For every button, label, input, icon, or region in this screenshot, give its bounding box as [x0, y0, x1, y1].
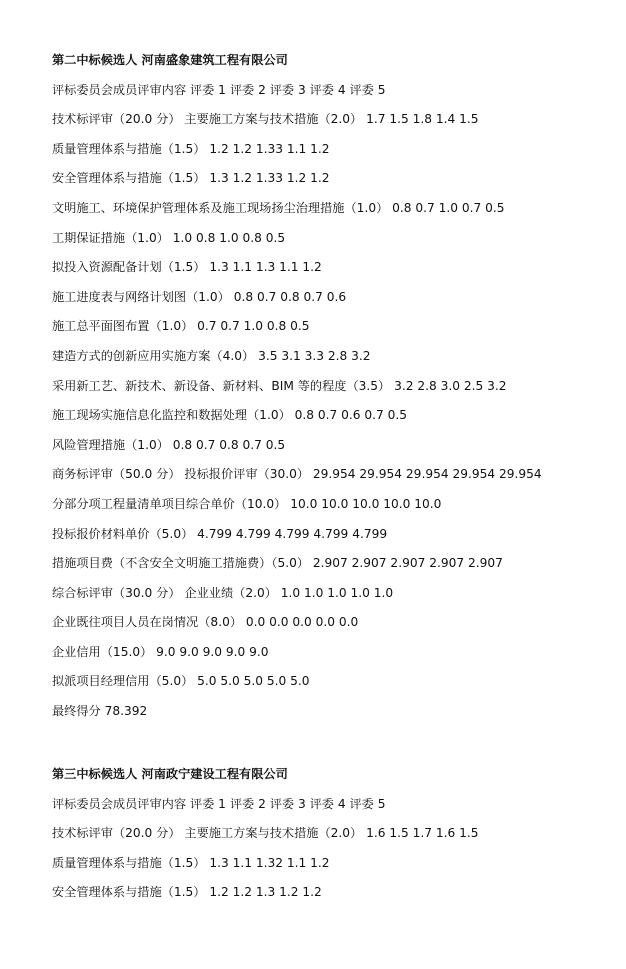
score-line: 施工总平面图布置（1.0） 0.7 0.7 1.0 0.8 0.5: [52, 319, 310, 334]
score-line: 质量管理体系与措施（1.5） 1.2 1.2 1.33 1.1 1.2: [52, 141, 330, 156]
score-line: 风险管理措施（1.0） 0.8 0.7 0.8 0.7 0.5: [52, 437, 286, 452]
score-line: 投标报价材料单价（5.0） 4.799 4.799 4.799 4.799 4.799: [52, 526, 388, 541]
candidate-section-third: [52, 760, 622, 908]
score-line: 技术标评审（20.0 分） 主要施工方案与技术措施（2.0） 1.7 1.5 1.8 1.4 1.5: [52, 112, 479, 127]
score-line: 采用新工艺、新技术、新设备、新材料、BIM 等的程度（3.5） 3.2 2.8 3.0 2.5 3.2: [52, 378, 507, 393]
score-line: 拟投入资源配备计划（1.5） 1.3 1.1 1.3 1.1 1.2: [52, 260, 322, 275]
final-score: 最终得分 78.392: [52, 704, 148, 719]
score-line: 质量管理体系与措施（1.5） 1.3 1.1 1.32 1.1 1.2: [52, 855, 330, 870]
score-line: 安全管理体系与措施（1.5） 1.3 1.2 1.33 1.2 1.2: [52, 171, 330, 186]
score-line: 工期保证措施（1.0） 1.0 0.8 1.0 0.8 0.5: [52, 230, 286, 245]
section-header: 第二中标候选人 河南盛象建筑工程有限公司: [52, 53, 288, 67]
score-line: 拟派项目经理信用（5.0） 5.0 5.0 5.0 5.0 5.0: [52, 674, 310, 689]
section-header: 第三中标候选人 河南政宁建设工程有限公司: [52, 767, 288, 781]
score-line: 分部分项工程量清单项目综合单价（10.0） 10.0 10.0 10.0 10.0 10.0: [52, 496, 442, 511]
score-line: 措施项目费（不含安全文明施工措施费）（5.0） 2.907 2.907 2.907 2.907 2.907: [52, 556, 503, 571]
score-line: 技术标评审（20.0 分） 主要施工方案与技术措施（2.0） 1.6 1.5 1.7 1.6 1.5: [52, 826, 479, 841]
score-line: 企业既往项目人员在岗情况（8.0） 0.0 0.0 0.0 0.0 0.0: [52, 615, 359, 630]
score-line: 建造方式的创新应用实施方案（4.0） 3.5 3.1 3.3 2.8 3.2: [52, 348, 371, 363]
score-line: 施工现场实施信息化监控和数据处理（1.0） 0.8 0.7 0.6 0.7 0.5: [52, 408, 408, 423]
score-line: 企业信用（15.0） 9.0 9.0 9.0 9.0 9.0: [52, 644, 269, 659]
eval-header-row: 评标委员会成员评审内容 评委 1 评委 2 评委 3 评委 4 评委 5: [52, 82, 386, 97]
score-line: 安全管理体系与措施（1.5） 1.2 1.2 1.3 1.2 1.2: [52, 885, 322, 900]
score-line: 商务标评审（50.0 分） 投标报价评审（30.0） 29.954 29.954 29.954 29.954 29.954: [52, 467, 542, 482]
score-line: 施工进度表与网络计划图（1.0） 0.8 0.7 0.8 0.7 0.6: [52, 289, 347, 304]
eval-header-row: 评标委员会成员评审内容 评委 1 评委 2 评委 3 评委 4 评委 5: [52, 796, 386, 811]
score-line: 综合标评审（30.0 分） 企业业绩（2.0） 1.0 1.0 1.0 1.0 1.0: [52, 585, 394, 600]
candidate-section-second: [52, 46, 622, 727]
score-line: 文明施工、环境保护管理体系及施工现场扬尘治理措施（1.0） 0.8 0.7 1.0 0.7 0.5: [52, 200, 505, 215]
